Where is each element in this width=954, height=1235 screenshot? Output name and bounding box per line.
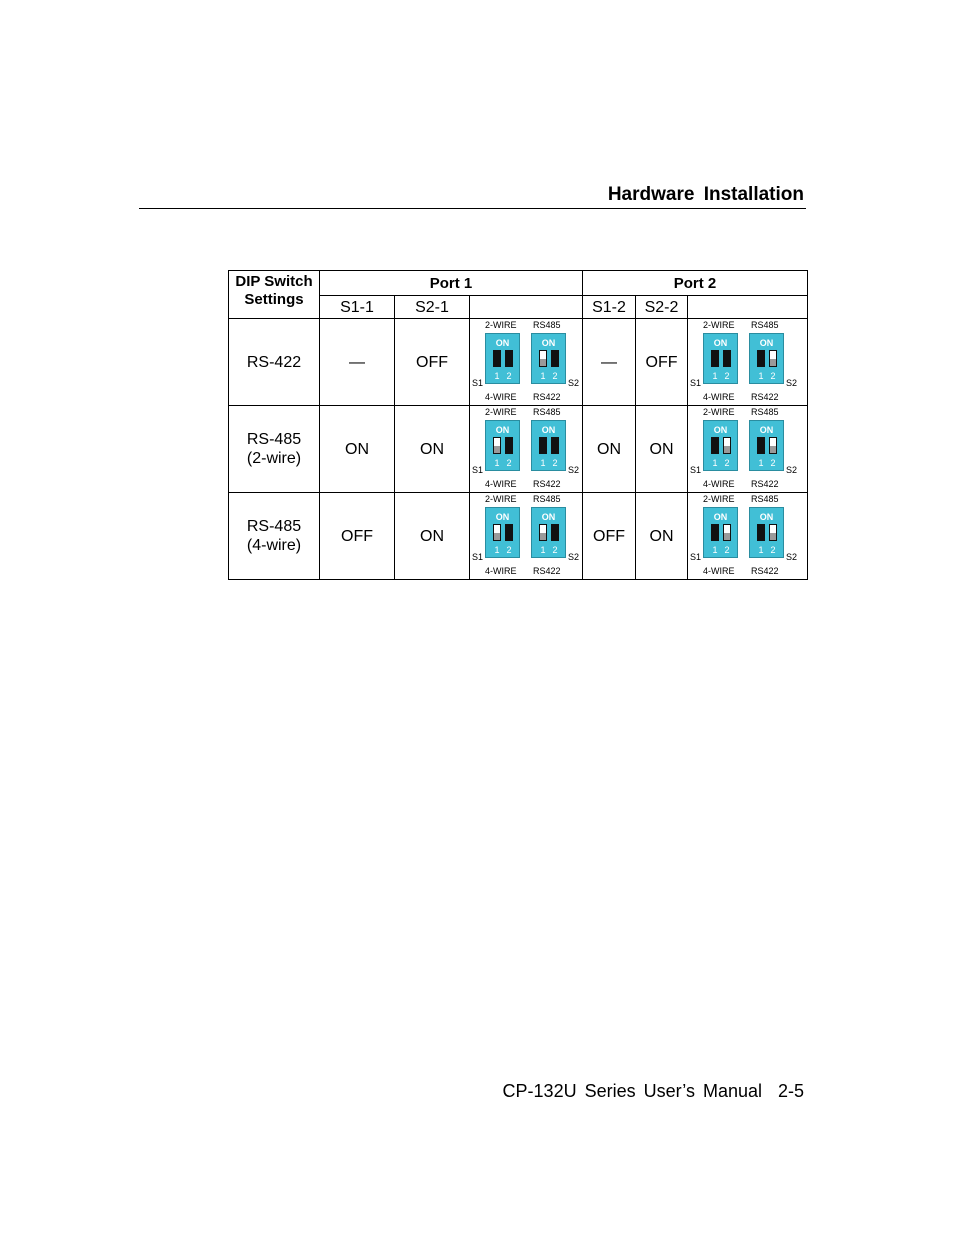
label-rs422: RS422 [751,479,779,489]
col-s1-1-header: S1-1 [320,296,395,319]
page-number: 2-5 [777,1081,804,1101]
switch-s1 [485,420,520,471]
col-s2-2-header: S2-2 [636,296,688,319]
pin-1-label: 1 [540,545,546,555]
on-label: ON [541,425,556,435]
dip-lever-1 [757,350,765,367]
port1-diagram-header [470,296,583,319]
pin-2-label: 2 [506,458,512,468]
port1-header: Port 1 [320,271,583,296]
label-4-wire: 4-WIRE [485,392,517,402]
pin-1-label: 1 [758,458,764,468]
s2-2-value: OFF [636,319,688,406]
s2-1-value: ON [395,406,470,493]
label-rs485: RS485 [751,494,779,504]
pin-1-label: 1 [712,458,718,468]
switch-s1 [703,333,738,384]
mode-label-line1: RS-485 [246,431,302,448]
mode-label-line1: RS-485 [246,518,302,535]
s2-1-value: ON [395,493,470,580]
label-s1: S1 [690,552,702,562]
dip-lever-1 [539,524,547,541]
port2-diagram-cell [688,493,808,580]
switch-s1 [485,507,520,558]
mode-label-line2: (4-wire) [246,537,302,554]
pin-1-label: 1 [494,545,500,555]
port1-diagram-cell [470,493,583,580]
dip-lever-1 [493,350,501,367]
label-2-wire: 2-WIRE [485,407,517,417]
pin-1-label: 1 [540,371,546,381]
label-rs422: RS422 [533,479,561,489]
label-4-wire: 4-WIRE [703,566,735,576]
table-row [229,493,808,580]
s1-2-value: — [583,319,636,406]
s1-1-value: ON [320,406,395,493]
label-4-wire: 4-WIRE [703,479,735,489]
label-s2: S2 [786,552,798,562]
label-s2: S2 [786,378,798,388]
label-s1: S1 [472,465,484,475]
dip-lever-1 [757,524,765,541]
dip-lever-2 [769,350,777,367]
pin-2-label: 2 [724,458,730,468]
port1-diagram-cell [470,406,583,493]
on-label: ON [759,425,774,435]
label-s2: S2 [786,465,798,475]
on-label: ON [495,425,510,435]
mode-label-line1: RS-422 [246,353,302,371]
dip-lever-1 [757,437,765,454]
s1-1-value: — [320,319,395,406]
dip-lever-1 [493,437,501,454]
pin-2-label: 2 [506,371,512,381]
pin-1-label: 1 [758,545,764,555]
label-rs422: RS422 [751,392,779,402]
dip-lever-2 [505,524,513,541]
dip-lever-2 [723,524,731,541]
on-label: ON [541,338,556,348]
on-label: ON [759,512,774,522]
label-rs485: RS485 [533,494,561,504]
dip-switch-diagram [688,493,800,579]
dip-switch-settings-header: DIP Switch Settings [229,271,320,319]
pin-1-label: 1 [712,371,718,381]
label-s1: S1 [690,378,702,388]
on-label: ON [495,338,510,348]
label-2-wire: 2-WIRE [485,494,517,504]
dip-lever-1 [711,524,719,541]
on-label: ON [713,512,728,522]
pin-2-label: 2 [552,371,558,381]
on-label: ON [541,512,556,522]
label-rs422: RS422 [751,566,779,576]
switch-s2 [531,333,566,384]
dip-lever-1 [539,437,547,454]
label-s1: S1 [472,378,484,388]
pin-2-label: 2 [770,458,776,468]
label-s1: S1 [472,552,484,562]
dip-lever-2 [505,437,513,454]
pin-2-label: 2 [506,545,512,555]
switch-s2 [749,507,784,558]
dip-switch-diagram [688,406,800,492]
dip-lever-2 [769,437,777,454]
switch-s2 [531,507,566,558]
switch-s2 [749,333,784,384]
s1-1-value: OFF [320,493,395,580]
label-rs485: RS485 [751,320,779,330]
dip-switch-diagram [688,319,800,405]
label-s1: S1 [690,465,702,475]
dip-switch-diagram [470,319,582,405]
on-label: ON [759,338,774,348]
pin-2-label: 2 [724,371,730,381]
dip-lever-1 [711,437,719,454]
port2-header: Port 2 [583,271,808,296]
switch-s1 [485,333,520,384]
mode-cell [229,493,320,580]
dip-lever-2 [769,524,777,541]
label-2-wire: 2-WIRE [703,320,735,330]
pin-2-label: 2 [770,545,776,555]
label-rs422: RS422 [533,392,561,402]
manual-title: CP-132U Series User’s Manual [502,1081,762,1101]
pin-1-label: 1 [494,458,500,468]
col-s1-2-header: S1-2 [583,296,636,319]
on-label: ON [495,512,510,522]
dip-lever-2 [551,524,559,541]
pin-2-label: 2 [770,371,776,381]
port2-diagram-cell [688,319,808,406]
dip-switch-diagram [470,493,582,579]
section-title: Hardware Installation [607,184,804,205]
col-s2-1-header: S2-1 [395,296,470,319]
s1-2-value: ON [583,406,636,493]
table-row [229,319,808,406]
dip-lever-2 [551,437,559,454]
port2-diagram-cell [688,406,808,493]
s1-2-value: OFF [583,493,636,580]
switch-s1 [703,420,738,471]
dip-lever-1 [539,350,547,367]
pin-1-label: 1 [494,371,500,381]
pin-2-label: 2 [552,545,558,555]
table-row [229,406,808,493]
dip-lever-2 [723,437,731,454]
s2-1-value: OFF [395,319,470,406]
label-rs422: RS422 [533,566,561,576]
label-s2: S2 [568,465,580,475]
pin-1-label: 1 [758,371,764,381]
label-rs485: RS485 [533,407,561,417]
header-rule [139,208,806,209]
label-4-wire: 4-WIRE [703,392,735,402]
dip-lever-1 [711,350,719,367]
switch-s2 [531,420,566,471]
dip-lever-2 [551,350,559,367]
mode-cell [229,319,320,406]
dip-switch-diagram [470,406,582,492]
s2-2-value: ON [636,493,688,580]
pin-1-label: 1 [540,458,546,468]
dip-lever-2 [505,350,513,367]
label-2-wire: 2-WIRE [703,407,735,417]
label-s2: S2 [568,378,580,388]
switch-s1 [703,507,738,558]
mode-label-line2: (2-wire) [246,450,302,467]
pin-1-label: 1 [712,545,718,555]
dip-switch-table [228,270,808,580]
s2-2-value: ON [636,406,688,493]
mode-cell [229,406,320,493]
label-2-wire: 2-WIRE [485,320,517,330]
switch-s2 [749,420,784,471]
label-s2: S2 [568,552,580,562]
on-label: ON [713,425,728,435]
header-row-ports [229,271,808,296]
label-rs485: RS485 [533,320,561,330]
page-footer [503,1081,804,1102]
label-rs485: RS485 [751,407,779,417]
pin-2-label: 2 [552,458,558,468]
dip-lever-2 [723,350,731,367]
dip-lever-1 [493,524,501,541]
on-label: ON [713,338,728,348]
port2-diagram-header [688,296,808,319]
label-4-wire: 4-WIRE [485,566,517,576]
port1-diagram-cell [470,319,583,406]
label-4-wire: 4-WIRE [485,479,517,489]
label-2-wire: 2-WIRE [703,494,735,504]
pin-2-label: 2 [724,545,730,555]
